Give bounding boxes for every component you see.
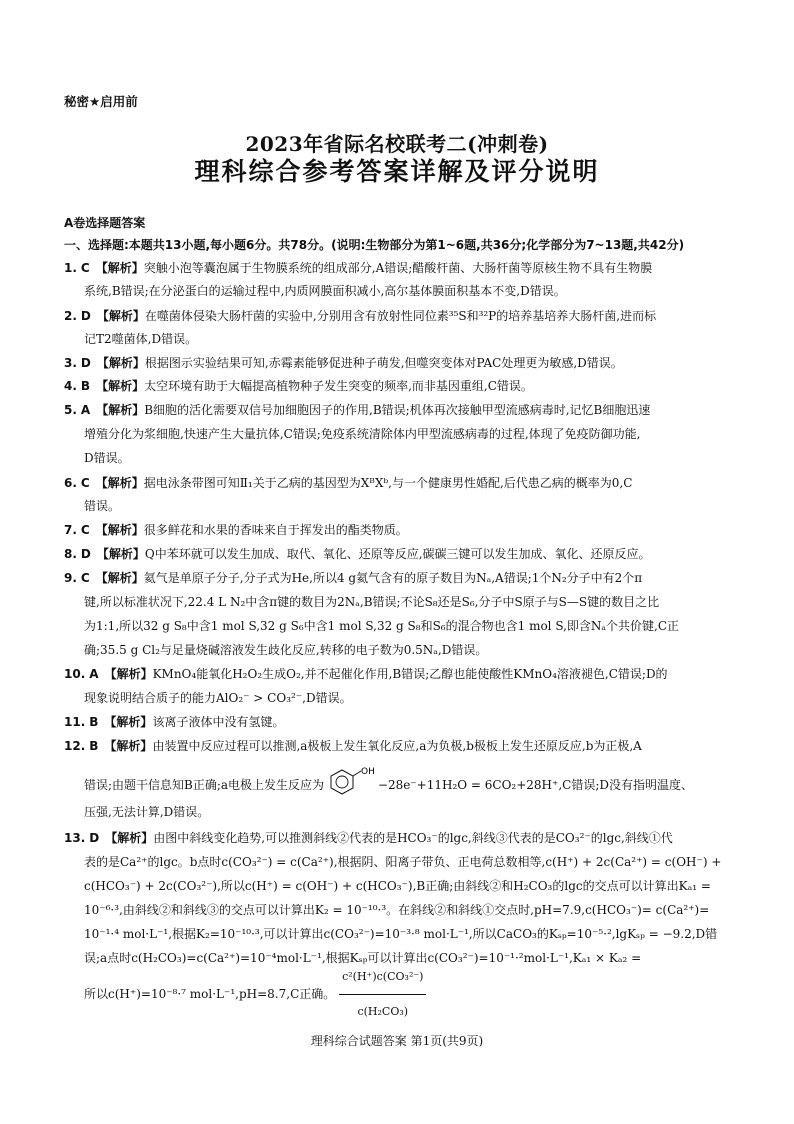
item-answer: D	[80, 356, 91, 370]
analysis-tag: 【解析】	[104, 715, 153, 729]
answer-item-13	[64, 830, 734, 846]
equation-line	[84, 766, 734, 805]
analysis-text: 错误。	[84, 499, 121, 513]
analysis-text: 表的是Ca²⁺的lgc。b点时c(CO₃²⁻) = c(Ca²⁺),根据阴、阳离子带负、正电荷总数相等,c(H⁺) + 2c(Ca²⁺) = c(OH⁻) +	[84, 855, 722, 869]
analysis-text: −28e⁻+11H₂O = 6CO₂+28H⁺,C错误;D没有指明温度、	[377, 778, 694, 792]
section-intro: 一、选择题:本题共13小题,每小题6分。共78分。(说明:生物部分为第1~6题,共36分;化学部分为7~13题,共42分)	[64, 238, 685, 252]
page-footer: 理科综合试题答案 第1页(共9页)	[310, 1034, 484, 1048]
answer-item-10	[64, 666, 734, 682]
analysis-text: 误;a点时c(H₂CO₃)=c(Ca²⁺)=10⁻⁴mol·L⁻¹,根据Kₛₚ可以计算出c(CO₃²⁻)=10⁻¹·²mol·L⁻¹,Kₐ₁ × Kₐ₂ =	[84, 951, 642, 965]
analysis-tag: 【解析】	[95, 523, 144, 537]
fraction-numerator: c²(H⁺)c(CO₃²⁻)	[339, 960, 426, 995]
analysis-text: 突触小泡等囊泡属于生物膜系统的组成部分,A错误;醋酸杆菌、大肠杆菌等原核生物不具有生物膜	[143, 261, 653, 275]
item-number: 7.	[64, 523, 77, 537]
analysis-text: 所以c(H⁺)=10⁻⁸·⁷ mol·L⁻¹,pH=8.7,C正确。	[84, 987, 336, 1001]
analysis-tag: 【解析】	[96, 309, 145, 323]
answer-item-8	[64, 546, 734, 562]
item-answer: C	[80, 571, 90, 585]
analysis-text: 记T2噬菌体,D错误。	[84, 332, 198, 346]
analysis-text: c(HCO₃⁻) + 2c(CO₃²⁻),所以c(H⁺) = c(OH⁻) + c(HCO₃⁻),B正确;由斜线②和H₂CO₃的lgc的交点可以计算出Kₐ₁ =	[84, 879, 711, 893]
analysis-text: 氦气是单原子分子,分子式为He,所以4 g氦气含有的原子数目为Nₐ,A错误;1个N₂分子中有2个π	[143, 571, 643, 585]
analysis-text: 键,所以标准状况下,22.4 L N₂中含π键的数目为2Nₐ,B错误;不论S₈还是S₆,分子中S原子与S—S键的数目之比	[84, 595, 660, 609]
item-answer: B	[89, 715, 99, 729]
analysis-tag: 【解析】	[104, 739, 153, 753]
answer-item-1	[64, 260, 734, 276]
analysis-text: 确;35.5 g Cl₂与足量烧碱溶液发生歧化反应,转移的电子数为0.5Nₐ,D错误。	[84, 643, 488, 657]
analysis-tag: 【解析】	[96, 379, 145, 393]
document-title: 理科综合参考答案详解及评分说明	[194, 157, 600, 186]
item-answer: A	[89, 667, 99, 681]
item-number: 2.	[64, 309, 77, 323]
answer-item-7	[64, 522, 734, 538]
analysis-text: KMnO₄能氧化H₂O₂生成O₂,并不起催化作用,B错误;乙醇也能使酸性KMnO₄溶液褪色,C错误;D的	[152, 667, 668, 681]
item-number: 13.	[64, 831, 86, 845]
analysis-text: 系统,B错误;在分泌蛋白的运输过程中,内质网膜面积减小,高尔基体膜面积基本不变,D错误。	[84, 284, 566, 298]
analysis-text: 太空环境有助于大幅提高植物种子发生突变的频率,而非基因重组,C错误。	[144, 379, 533, 393]
analysis-text: 现象说明结合质子的能力AlO₂⁻ > CO₃²⁻,D错误。	[84, 691, 352, 705]
analysis-tag: 【解析】	[105, 831, 154, 845]
analysis-tag: 【解析】	[95, 261, 144, 275]
item-answer: A	[80, 403, 91, 417]
phenol-structure	[328, 766, 378, 805]
analysis-text: 在噬菌体侵染大肠杆菌的实验中,分别用含有放射性同位素³⁵S和³²P的培养基培养大肠杆菌,进而标	[144, 309, 657, 323]
analysis-text: 为1:1,所以32 g S₈中含1 mol S,32 g S₆中含1 mol S,32 g S₈和S₆的混合物也含1 mol S,即含Nₐ个共价键,C正	[84, 619, 680, 633]
item-number: 4.	[64, 379, 77, 393]
analysis-tag: 【解析】	[96, 547, 145, 561]
analysis-text: D错误。	[84, 451, 130, 465]
item-answer: D	[89, 831, 100, 845]
item-answer: C	[80, 523, 90, 537]
exam-title: 2023年省际名校联考二(冲刺卷)	[245, 132, 549, 156]
analysis-text: 由图中斜线变化趋势,可以推测斜线②代表的是HCO₃⁻的lgc,斜线③代表的是CO₃²⁻的lgc,斜线①代	[153, 831, 673, 845]
item-number: 8.	[64, 547, 77, 561]
analysis-tag: 【解析】	[95, 476, 144, 490]
answer-item-3	[64, 355, 734, 371]
item-number: 3.	[64, 356, 77, 370]
analysis-tag: 【解析】	[96, 403, 145, 417]
analysis-text: 据电泳条带图可知Ⅱ₁关于乙病的基因型为XᴮXᵇ,与一个健康男性婚配,后代患乙病的概率为0,C	[143, 476, 633, 490]
hydroxyl-label: OH	[360, 767, 375, 777]
section-heading: A卷选择题答案	[64, 216, 146, 230]
item-number: 12.	[64, 739, 86, 753]
item-number: 9.	[64, 571, 77, 585]
analysis-tag: 【解析】	[96, 356, 145, 370]
analysis-text: 增殖分化为浆细胞,快速产生大量抗体,C错误;免疫系统清除体内甲型流感病毒的过程,体现了免疫防御功能,	[84, 427, 641, 441]
confidential-label: 秘密★启用前	[64, 94, 138, 109]
analysis-text: 压强,无法计算,D错误。	[84, 805, 210, 819]
answer-item-2	[64, 308, 734, 324]
analysis-text: Q中苯环就可以发生加成、取代、氧化、还原等反应,碳碳三键可以发生加成、氧化、还原反应。	[144, 547, 651, 561]
answer-item-9	[64, 570, 734, 586]
item-answer: C	[80, 261, 90, 275]
analysis-text: 根据图示实验结果可知,赤霉素能够促进种子萌发,但噬突变体对PAC处理更为敏感,D错误。	[144, 356, 623, 370]
item-answer: B	[89, 739, 99, 753]
answer-item-6	[64, 475, 734, 491]
item-answer: D	[80, 547, 91, 561]
item-number: 10.	[64, 667, 86, 681]
item-number: 6.	[64, 476, 77, 490]
fraction	[339, 960, 426, 1029]
item-number: 11.	[64, 715, 86, 729]
item-number: 1.	[64, 261, 77, 275]
analysis-text: 由装置中反应过程可以推测,a极板上发生氧化反应,a为负极,b极板上发生还原反应,b为正极,A	[152, 739, 642, 753]
analysis-text: 10⁻⁶·³,由斜线②和斜线③的交点可以计算出K₂ = 10⁻¹⁰·³。在斜线②和斜线①交点时,pH=7.9,c(HCO₃⁻)= c(Ca²⁺)=	[84, 903, 710, 917]
analysis-text: 10⁻¹·⁴ mol·L⁻¹,根据K₂=10⁻¹⁰·³,可以计算出c(CO₃²⁻)=10⁻³·⁸ mol·L⁻¹,所以CaCO₃的Kₛₚ=10⁻⁵·²,lgKₛₚ = −9.2,D错	[84, 927, 718, 941]
item-answer: C	[80, 476, 90, 490]
fraction-denominator: c(H₂CO₃)	[357, 1005, 409, 1018]
analysis-text: 很多鲜花和水果的香味来自于挥发出的酯类物质。	[143, 523, 408, 537]
analysis-text: 错误;由题干信息知B正确;a电极上发生反应为	[84, 778, 325, 792]
analysis-text: B细胞的活化需要双信号加细胞因子的作用,B错误;机体再次接触甲型流感病毒时,记忆B细胞迅速	[144, 403, 651, 417]
answer-item-5	[64, 402, 734, 418]
item-number: 5.	[64, 403, 77, 417]
analysis-tag: 【解析】	[95, 571, 144, 585]
equation-line	[84, 960, 734, 1029]
answer-item-11	[64, 714, 734, 730]
analysis-tag: 【解析】	[104, 667, 153, 681]
item-answer: B	[80, 379, 91, 393]
item-answer: D	[80, 309, 91, 323]
answer-item-4	[64, 378, 734, 394]
answer-item-12	[64, 738, 734, 754]
analysis-text: 该离子液体中没有氢键。	[152, 715, 285, 729]
